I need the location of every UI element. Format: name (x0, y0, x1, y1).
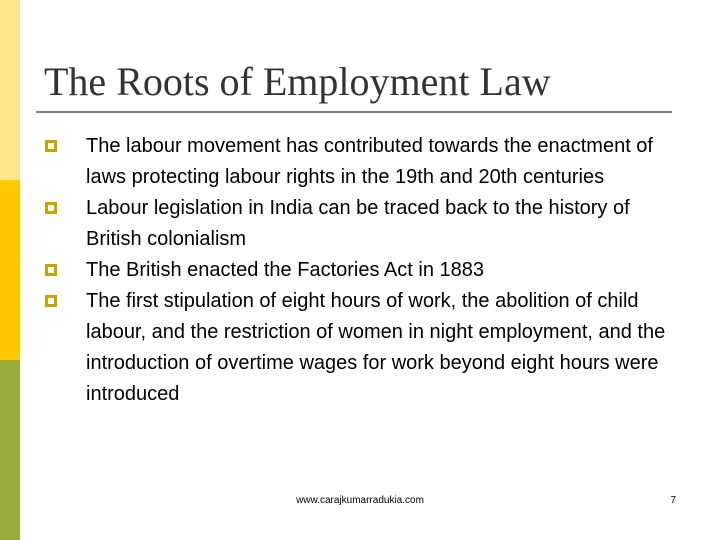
slide-title: The Roots of Employment Law (44, 59, 551, 104)
bullet-text: Labour legislation in India can be traced back to the history of British colonialism (86, 197, 630, 250)
bullet-item (40, 193, 688, 255)
hollow-square-bullet-icon (45, 202, 57, 214)
side-bar-olive-segment (0, 360, 20, 540)
bullet-list (40, 131, 688, 410)
bullet-text: The first stipulation of eight hours of work, the abolition of child labour, and the restriction of women in night employment, and the introduction of overtime wages for work beyond eight hours were introduced (86, 290, 666, 405)
side-bar-gold-segment (0, 180, 20, 360)
page-number: 7 (670, 495, 676, 506)
footer-url: www.carajkumarradukia.com (296, 495, 424, 506)
bullet-item (40, 255, 688, 286)
bullet-text: The labour movement has contributed towards the enactment of laws protecting labour rights in the 19th and 20th centuries (86, 135, 653, 188)
hollow-square-bullet-icon (45, 295, 57, 307)
hollow-square-bullet-icon (45, 140, 57, 152)
side-accent-bar (0, 0, 20, 540)
hollow-square-bullet-icon (45, 264, 57, 276)
title-underline (36, 111, 672, 113)
bullet-text: The British enacted the Factories Act in 1883 (86, 259, 484, 281)
side-bar-light-yellow-segment (0, 0, 20, 180)
bullet-item (40, 286, 688, 410)
bullet-item (40, 131, 688, 193)
